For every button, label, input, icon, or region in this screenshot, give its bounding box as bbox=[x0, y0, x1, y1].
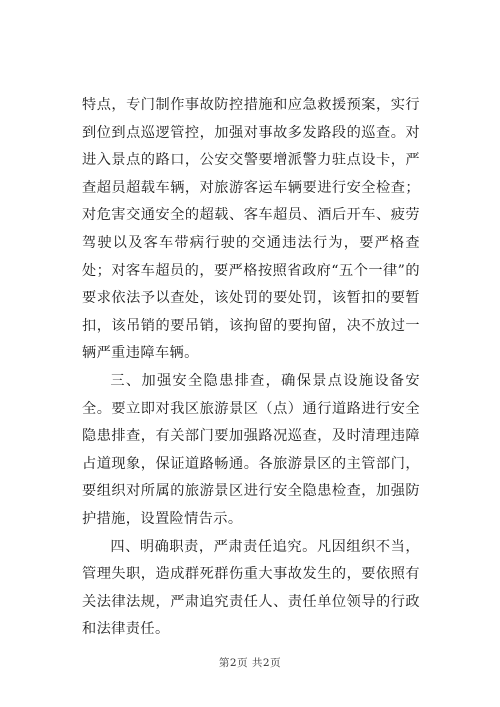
page-number-footer: 第2页 共2页 bbox=[218, 657, 282, 669]
paragraph-section-four: 四、明确职责，严肃责任追究。凡因组织不当，管理失职，造成群死群伤重大事故发生的，要依照有关法律法规，严肃追究责任人、责任单位领导的行政和法律责任。 bbox=[82, 538, 420, 638]
paragraph-section-three: 三、加强安全隐患排查，确保景点设施设备安全。要立即对我区旅游景区（点）通行道路进行安全隐患排查，有关部门要加强路况巡查，及时清理违障占道现象，保证道路畅通。各旅游景区的主管部门，要组织对所属的旅游景区进行安全隐患检查，加强防护措施，设置险情告示。 bbox=[82, 372, 420, 527]
body-text bbox=[82, 92, 420, 644]
paragraph-continuation: 特点，专门制作事故防控措施和应急救援预案，实行到位到点巡逻管控，加强对事故多发路段的巡查。对进入景点的路口，公安交警要增派警力驻点设卡，严查超员超载车辆，对旅游客运车辆要进行安全检查；对危害交通安全的超载、客车超员、酒后开车、疲劳驾驶以及客车带病行驶的交通违法行为，要严格查处；对客车超员的，要严格按照省政府“五个一律”的要求依法予以查处，该处罚的要处罚，该暂扣的要暂扣，该吊销的要吊销，该拘留的要拘留，决不放过一辆严重违障车辆。 bbox=[82, 97, 420, 362]
